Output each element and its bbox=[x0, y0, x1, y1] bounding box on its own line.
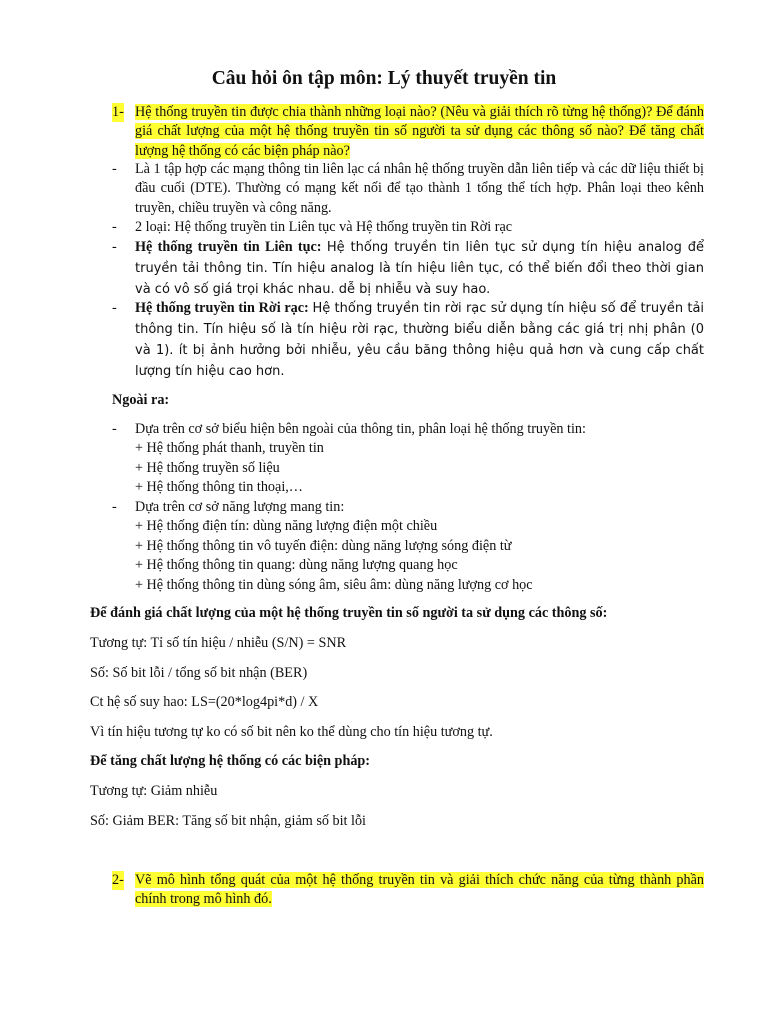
measure-digital: Số: Giảm BER: Tăng số bit nhận, giảm số bit lỗi bbox=[90, 813, 366, 829]
list-item: + Hệ thống thông tin vô tuyến điện: dùng năng lượng sóng điện từ bbox=[135, 537, 512, 554]
params-heading bbox=[90, 604, 704, 623]
param-digital: Số: Số bit lỗi / tổng số bit nhận (BER) bbox=[90, 665, 308, 681]
answer-item-definition bbox=[112, 160, 704, 218]
list-item: + Hệ thống thông tin quang: dùng năng lượng quang học bbox=[135, 557, 458, 574]
list-item: + Hệ thống thông tin thoại,… bbox=[135, 479, 303, 496]
classification-title: Dựa trên cơ sở năng lượng mang tin: bbox=[135, 499, 345, 515]
measure-analog: Tương tự: Giảm nhiễu bbox=[90, 783, 218, 799]
answer-item-two-types bbox=[112, 218, 704, 237]
question-1 bbox=[112, 103, 704, 161]
params-note: Vì tín hiệu tương tự ko có số bit nên ko thể dùng cho tín hiệu tương tự. bbox=[90, 724, 493, 740]
continuous-system-term: Hệ thống truyền tin Liên tục: bbox=[135, 239, 322, 255]
params-heading-text: Để đánh giá chất lượng của một hệ thống truyền tin số người ta sử dụng các thông số: bbox=[90, 605, 608, 621]
page-title: Câu hỏi ôn tập môn: Lý thuyết truyền tin bbox=[211, 68, 557, 89]
bullet-dash: - bbox=[112, 161, 117, 177]
list-item: + Hệ thống điện tín: dùng năng lượng điện một chiều bbox=[135, 518, 438, 535]
measures-heading-text: Để tăng chất lượng hệ thống có các biện pháp: bbox=[90, 753, 371, 769]
besides-heading-text: Ngoài ra: bbox=[112, 392, 170, 408]
classification-by-appearance bbox=[112, 420, 704, 498]
question-1-number: 1- bbox=[112, 103, 124, 122]
list-item: + Hệ thống truyền số liệu bbox=[135, 459, 280, 476]
param-analog: Tương tự: Tỉ số tín hiệu / nhiễu (S/N) = SNR bbox=[90, 635, 347, 651]
besides-heading bbox=[112, 391, 726, 410]
list-item: + Hệ thống thông tin dùng sóng âm, siêu âm: dùng năng lượng cơ học bbox=[135, 576, 533, 593]
answer-item-discrete bbox=[112, 298, 704, 382]
discrete-system-description: Hệ thống truyền tin rời rạc sử dụng tín hiệu số để truyền tải thông tin. Tín hiệu số là tín hiệu rời rạc, thường biểu diễn bằng các giá trị nhị phân (0 và 1). ít bị ảnh hưởng bởi nhiễu, yêu cầu băng thông hiệu quả hơn và cung cấp chất lượng tín hiệu cao hơn. bbox=[135, 301, 705, 379]
answer-item-continuous bbox=[112, 237, 704, 300]
bullet-dash: - bbox=[112, 421, 117, 437]
list-item: + Hệ thống phát thanh, truyền tin bbox=[135, 440, 324, 457]
measures-heading bbox=[90, 752, 704, 771]
answer-item-two-types-text: 2 loại: Hệ thống truyền tin Liên tục và Hệ thống truyền tin Rời rạc bbox=[135, 219, 513, 235]
bullet-dash: - bbox=[112, 219, 117, 235]
bullet-dash: - bbox=[112, 499, 117, 515]
bullet-dash: - bbox=[112, 239, 117, 255]
classification-by-energy bbox=[112, 498, 704, 595]
question-2-text: Vẽ mô hình tổng quát của một hệ thống truyền tin và giải thích chức năng của từng thành phần chính trong mô hình đó. bbox=[135, 872, 704, 908]
question-1-text: Hệ thống truyền tin được chia thành những loại nào? (Nêu và giải thích rõ từng hệ thống)? Để đánh giá chất lượng của một hệ thống truyền tin số người ta sử dụng các thông số nào? Để tăng chất lượng hệ thống có các biện pháp nào? bbox=[135, 104, 704, 159]
classification-title: Dựa trên cơ sở biểu hiện bên ngoài của thông tin, phân loại hệ thống truyền tin: bbox=[135, 421, 586, 437]
bullet-dash: - bbox=[112, 300, 117, 316]
question-2 bbox=[112, 871, 704, 910]
discrete-system-term: Hệ thống truyền tin Rời rạc: bbox=[135, 300, 309, 316]
answer-item-definition-text: Là 1 tập hợp các mạng thông tin liên lạc cá nhân hệ thống truyền dẫn liên tiếp và các dữ liệu thiết bị đầu cuối (DTE). Thường có mạng kết nối để tạo thành 1 tổng thể tích hợp. Phân loại theo kênh truyền, chiều truyền và công năng. bbox=[135, 161, 704, 216]
continuous-system-description: Hệ thống truyền tin liên tục sử dụng tín hiệu analog để truyền tải thông tin. Tín hiệu analog là tín hiệu liên tục, có thể biến đổi theo thời gian và có vô số giá trọi khác nhau. dễ bị nhiễu và suy hao. bbox=[135, 240, 704, 297]
question-2-number: 2- bbox=[112, 871, 124, 890]
attenuation-formula: Ct hệ số suy hao: LS=(20*log4pi*d) / X bbox=[90, 694, 319, 710]
